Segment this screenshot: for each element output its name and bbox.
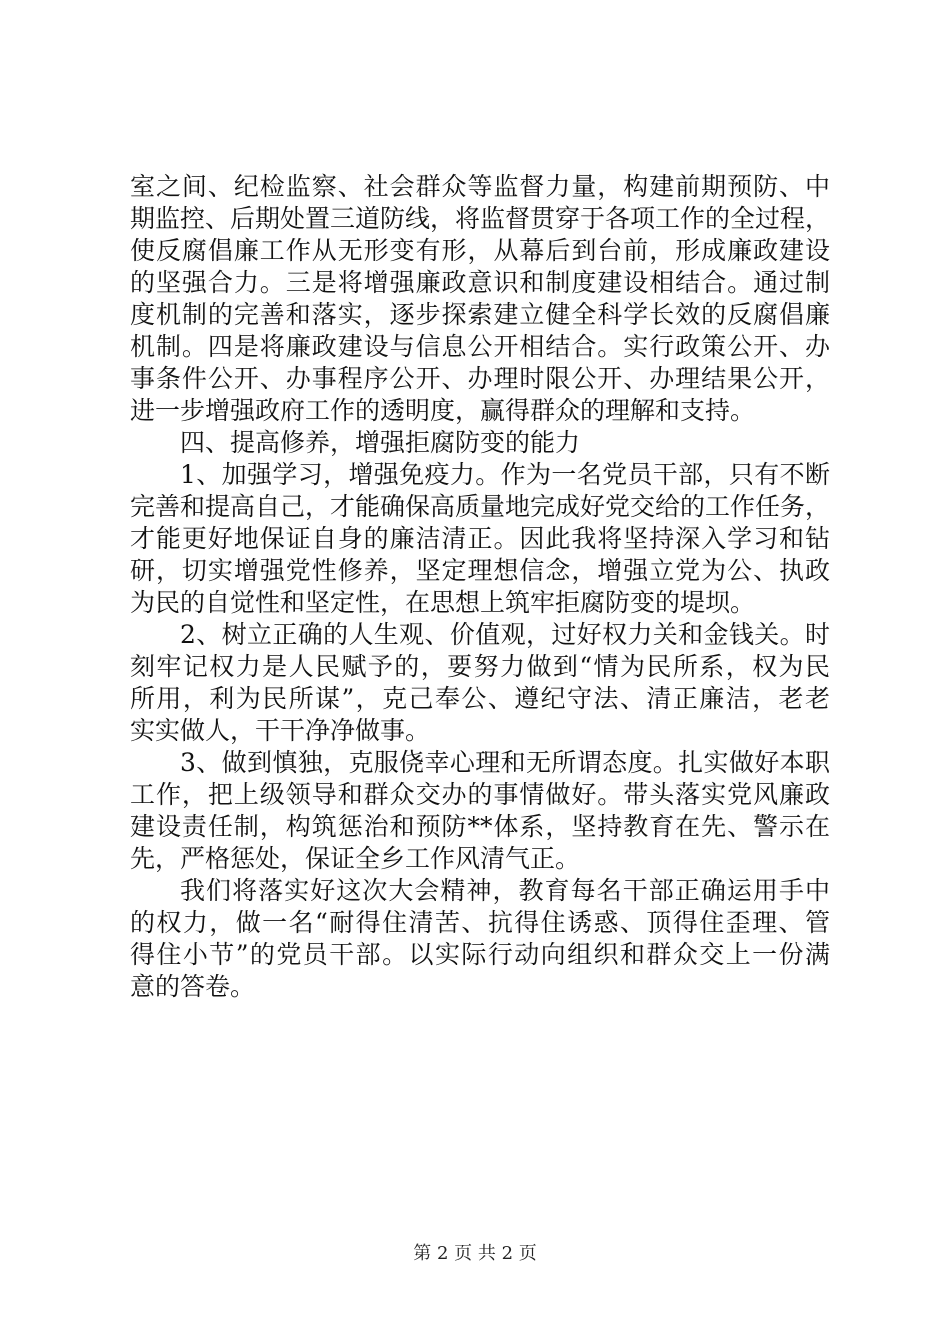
body-line: 期监控、后期处置三道防线，将监督贯穿于各项工作的全过程， bbox=[130, 204, 831, 233]
body-line: 建设责任制，构筑惩治和预防**体系，坚持教育在先、警示在 bbox=[130, 812, 830, 841]
body-line: 使反腐倡廉工作从无形变有形，从幕后到台前，形成廉政建设 bbox=[130, 236, 830, 265]
body-line: 得住小节”的党员干部。以实际行动向组织和群众交上一份满 bbox=[130, 940, 830, 969]
body-line: 度机制的完善和落实，逐步探索建立健全科学长效的反腐倡廉 bbox=[130, 300, 830, 329]
body-line: 先，严格惩处，保证全乡工作风清气正。 bbox=[130, 844, 581, 873]
body-line: 1、加强学习，增强免疫力。作为一名党员干部，只有不断 bbox=[180, 460, 830, 489]
body-line: 3、做到慎独，克服侥幸心理和无所谓态度。扎实做好本职 bbox=[180, 748, 830, 777]
body-line: 研，切实增强党性修养，坚定理想信念，增强立党为公、执政 bbox=[130, 556, 830, 585]
page-footer bbox=[0, 1243, 950, 1265]
body-line: 事条件公开、办事程序公开、办理时限公开、办理结果公开， bbox=[130, 364, 830, 393]
body-line: 机制。四是将廉政建设与信息公开相结合。实行政策公开、办 bbox=[130, 332, 830, 361]
body-line: 进一步增强政府工作的透明度，赢得群众的理解和支持。 bbox=[130, 396, 756, 425]
body-line: 我们将落实好这次大会精神，教育每名干部正确运用手中 bbox=[180, 876, 830, 905]
body-line: 实实做人，干干净净做事。 bbox=[130, 716, 431, 745]
body-line: 为民的自觉性和坚定性，在思想上筑牢拒腐防变的堤坝。 bbox=[130, 588, 756, 617]
section-heading: 四、提高修养，增强拒腐防变的能力 bbox=[180, 428, 581, 457]
body-line: 刻牢记权力是人民赋予的，要努力做到“情为民所系，权为民 bbox=[130, 652, 830, 681]
body-line: 意的答卷。 bbox=[130, 972, 256, 1001]
body-line: 2、树立正确的人生观、价值观，过好权力关和金钱关。时 bbox=[180, 620, 830, 649]
body-line: 的权力，做一名“耐得住清苦、抗得住诱惑、顶得住歪理、管 bbox=[130, 908, 830, 937]
body-line: 完善和提高自己，才能确保高质量地完成好党交给的工作任务， bbox=[130, 492, 831, 521]
body-line: 的坚强合力。三是将增强廉政意识和制度建设相结合。通过制 bbox=[130, 268, 830, 297]
page-number-label: 第 2 页 共 2 页 bbox=[413, 1243, 537, 1264]
document-body bbox=[130, 171, 830, 1003]
body-line: 室之间、纪检监察、社会群众等监督力量，构建前期预防、中 bbox=[130, 172, 830, 201]
body-line: 才能更好地保证自身的廉洁清正。因此我将坚持深入学习和钻 bbox=[130, 524, 830, 553]
body-line: 工作，把上级领导和群众交办的事情做好。带头落实党风廉政 bbox=[130, 780, 830, 809]
body-line: 所用，利为民所谋”，克己奉公、遵纪守法、清正廉洁，老老 bbox=[130, 684, 830, 713]
